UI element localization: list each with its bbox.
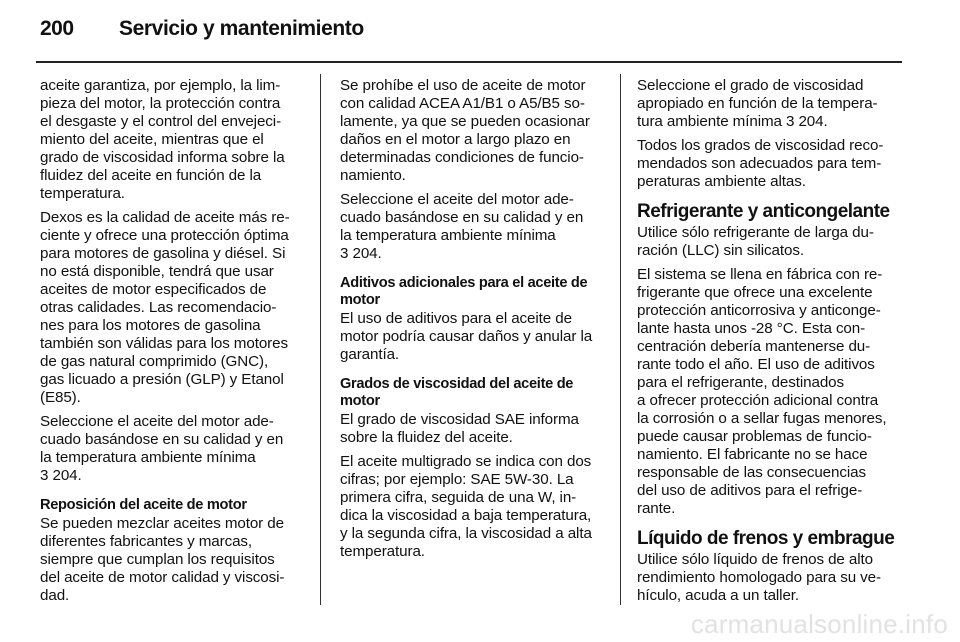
chapter-title: Servicio y mantenimiento [119, 17, 364, 40]
section-heading-oil-refill: Reposición del aceite de motor [40, 497, 247, 513]
text-column-2 [340, 77, 608, 567]
column-divider-1 [320, 74, 321, 605]
page-number: 200 [40, 17, 74, 40]
paragraph: El grado de viscosidad SAE informa sobre la fluidez del aceite. [340, 411, 579, 446]
paragraph: Utilice sólo líquido de frenos de alto rendimiento homologado para su ve- hículo, acuda a un taller. [637, 551, 881, 604]
section-heading-viscosity-grades: Grados de viscosidad del aceite de motor [340, 376, 574, 409]
section-heading-oil-additives: Aditivos adicionales para el aceite de motor [340, 275, 588, 308]
text-column-1 [40, 77, 310, 611]
paragraph: Todos los grados de viscosidad reco- mendados son adecuados para tem- peraturas ambiente altas. [637, 137, 884, 190]
paragraph: Seleccione el aceite del motor ade- cuado basándose en su calidad y en la temperatura ambiente mínima 3 204. [40, 413, 284, 484]
header-rule [36, 61, 902, 63]
text-column-3 [637, 77, 909, 611]
paragraph: Se prohíbe el uso de aceite de motor con calidad ACEA A1/B1 o A5/B5 so- lamente, ya que se pueden ocasionar daños en el motor a largo plazo en determinadas condiciones de funcio- namiento. [340, 77, 590, 184]
watermark: carmanualsonline.info [690, 609, 948, 639]
paragraph: El uso de aditivos para el aceite de motor podría causar daños y anular la garantía. [340, 310, 593, 363]
paragraph: El aceite multigrado se indica con dos cifras; por ejemplo: SAE 5W-30. La primera cifra, seguida de una W, in- dica la viscosidad a baja temperatura, y la segunda cifra, la viscosidad a alta temperatura. [340, 453, 592, 560]
paragraph: Dexos es la calidad de aceite más re- ciente y ofrece una protección óptima para motores de gasolina y diésel. Si no está disponible, tendrá que usar aceites de motor especificados de otras calidades. Las recomendacio- nes para los motores de gasolina también son válidas para los motores de gas natural comprimido (GNC), gas licuado a presión (GLP) y Etanol (E85). [40, 209, 290, 406]
paragraph: aceite garantiza, por ejemplo, la lim- pieza del motor, la protección contra el desgaste y el control del envejeci- miento del aceite, mientras que el grado de viscosidad informa sobre la fluidez del aceite en función de la temperatura. [40, 77, 285, 202]
paragraph: Seleccione el grado de viscosidad apropiado en función de la tempera- tura ambiente mínima 3 204. [637, 77, 878, 130]
paragraph: Utilice sólo refrigerante de larga du- ración (LLC) sin silicatos. [637, 224, 874, 259]
paragraph: Se pueden mezclar aceites motor de diferentes fabricantes y marcas, siempre que cumplan los requisitos del aceite de motor calidad y viscosi- dad. [40, 515, 285, 604]
section-heading-coolant: Refrigerante y anticongelante [637, 201, 890, 222]
column-divider-2 [620, 74, 621, 605]
section-heading-brake-fluid: Líquido de frenos y embrague [637, 528, 895, 549]
paragraph: Seleccione el aceite del motor ade- cuado basándose en su calidad y en la temperatura ambiente mínima 3 204. [340, 191, 584, 262]
paragraph: El sistema se llena en fábrica con re- frigerante que ofrece una excelente protección anticorrosiva y anticonge- lante hasta unos -28 °C. Esta con- centración debería mantenerse du- rante todo el año. El uso de aditivos para el refrigerante, destinados a ofrecer protección adicional contra la corrosión o a sellar fugas menores, puede causar problemas de funcio- namiento. El fabricante no se hace responsable de las consecuencias del uso de aditivos para el refrige- rante. [637, 266, 887, 517]
